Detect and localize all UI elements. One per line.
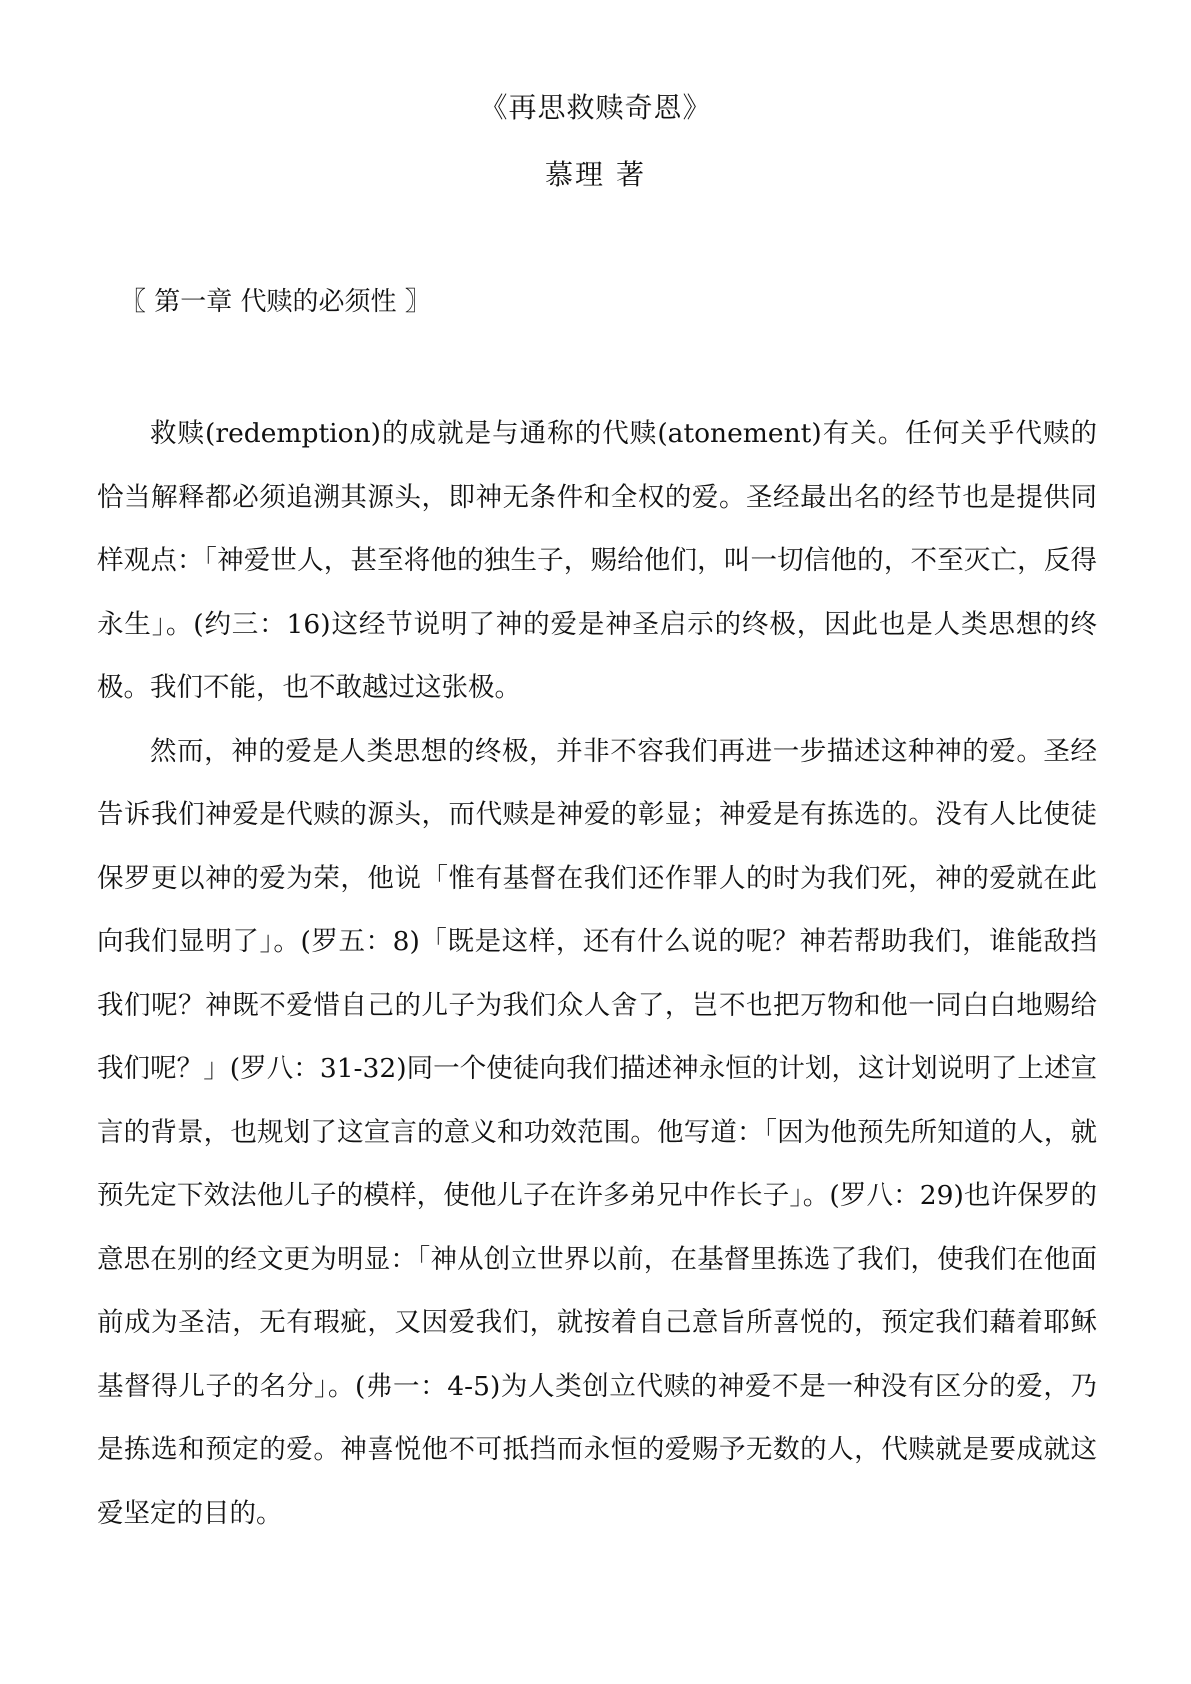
paragraph: 然而，神的爱是人类思想的终极，并非不容我们再进一步描述这种神的爱。圣经告诉我们神爱是代赎的源头，而代赎是神爱的彰显；神爱是有拣选的。没有人比使徒保罗更以神的爱为荣，他说「惟有基督在我们还作罪人的时为我们死，神的爱就在此向我们显明了」。(罗五：8)「既是这样，还有什么说的呢？神若帮助我们，谁能敌挡我们呢？神既不爱惜自己的儿子为我们众人舍了，岂不也把万物和他一同白白地赐给我们呢？」(罗八：31-32)同一个使徒向我们描述神永恒的计划，这计划说明了上述宣言的背景，也规划了这宣言的意义和功效范围。他写道：「因为他预先所知道的人，就预先定下效法他儿子的模样，使他儿子在许多弟兄中作长子」。(罗八：29)也许保罗的意思在别的经文更为明显：「神从创立世界以前，在基督里拣选了我们，使我们在他面前成为圣洁，无有瑕疵，又因爱我们，就按着自己意旨所喜悦的，预定我们藉着耶稣基督得儿子的名分」。(弗一：4-5)为人类创立代赎的神爱不是一种没有区分的爱，乃是拣选和预定的爱。神喜悦他不可抵挡而永恒的爱赐予无数的人，代赎就是要成就这爱坚定的目的。: [97, 735, 1097, 1529]
document-author: 慕理 著: [545, 158, 646, 191]
paragraph: 救赎(redemption)的成就是与通称的代赎(atonement)有关。任何关乎代赎的恰当解释都必须追溯其源头，即神无条件和全权的爱。圣经最出名的经节也是提供同样观点：「神爱世人，甚至将他的独生子，赐给他们，叫一切信他的，不至灭亡，反得永生」。(约三：16)这经节说明了神的爱是神圣启示的终极，因此也是人类思想的终极。我们不能，也不敢越过这张极。: [97, 418, 1097, 703]
body-text: [97, 402, 1097, 1545]
document-title: 《再思救赎奇恩》: [479, 91, 712, 124]
chapter-heading: 〖 第一章 代赎的必须性 〗: [120, 287, 431, 317]
